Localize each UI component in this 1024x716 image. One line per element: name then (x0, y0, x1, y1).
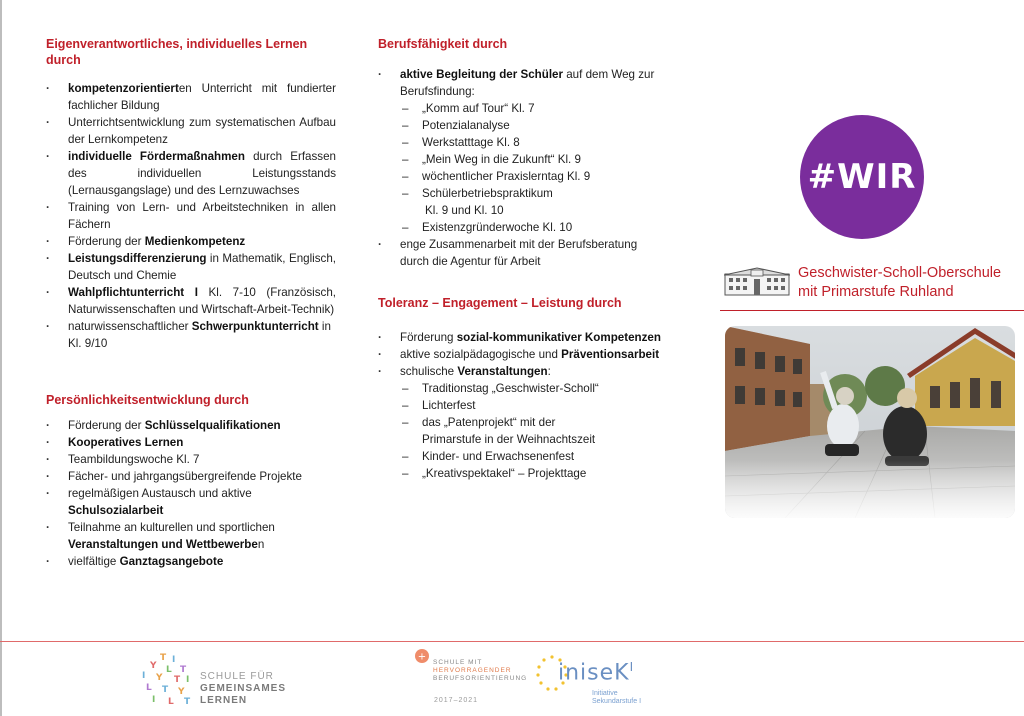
list-item: · Fächer- und jahrgangsübergreifende Projekte (46, 468, 336, 485)
sublist-beruf (378, 100, 668, 236)
sublist-item: – „Kreativspektakel“ – Projekttage (378, 465, 668, 482)
list-item: · Training von Lern- und Arbeitstechniken in allen Fächern (46, 199, 336, 233)
sublist-item: – Potenzialanalyse (378, 117, 668, 134)
inisek-logo (558, 660, 634, 685)
list-item: · kompetenzorientierten Unterricht mit fundierter fachlicher Bildung (46, 80, 336, 114)
footer-divider (0, 641, 1024, 642)
svg-text:T: T (180, 665, 187, 675)
sublist-item: – das „Patenprojekt“ mit der Primarstufe in der Weihnachtszeit (378, 414, 668, 448)
svg-text:I: I (142, 671, 146, 681)
page-edge (0, 0, 2, 716)
logo1-line1: SCHULE FÜR (200, 671, 274, 682)
sublist-item: – „Mein Weg in die Zukunft“ Kl. 9 (378, 151, 668, 168)
inisek-sub-line1: Initiative (592, 690, 618, 697)
sublist-item: – wöchentlicher Praxislerntag Kl. 9 (378, 168, 668, 185)
section-title-beruf: Berufsfähigkeit durch (378, 37, 508, 51)
sublist-item: – Existenzgründerwoche Kl. 10 (378, 219, 668, 236)
svg-text:+: + (417, 651, 427, 663)
list-item: · Förderung sozial-kommunikativer Kompetenzen (378, 329, 668, 346)
list-item: · aktive Begleitung der Schüler auf dem Weg zur Berufsfindung: – „Komm auf Tour“ Kl. 7 – Potenzialanalyse – Werkstatttage Kl. 8 – „Mein Weg in die Zukunft“ Kl. 9 – wöchentlicher Praxislerntag Kl. 9 – Schülerbetriebspraktikum Kl. 9 und Kl. 10 – Existenzgründerwoche Kl. 10 (378, 66, 668, 236)
svg-text:L: L (168, 697, 174, 707)
schoolyard-photo (725, 326, 1015, 518)
list-item: · Kooperatives Lernen (46, 434, 336, 451)
list-item: · Wahlpflichtunterricht I Kl. 7-10 (Französisch, Naturwissenschaften und Wirtschaft-Arbeit-Technik) (46, 284, 336, 318)
list-item: · schulische Veranstaltungen: – Traditionstag „Geschwister-Scholl“ – Lichterfest – das „Patenprojekt“ mit der Primarstufe in der Weihnachtszeit – Kinder- und Erwachsenenfest – „Kreativspektakel“ – Projekttage (378, 363, 668, 482)
sublist-item: – Kinder- und Erwachsenenfest (378, 448, 668, 465)
inisek-superscript: I (629, 660, 635, 674)
logo2-line3: BERUFSORIENTIERUNG (433, 675, 528, 682)
logo1-line3: LERNEN (200, 695, 248, 706)
list-persoenlichkeit (46, 417, 336, 570)
inisek-subtitle (592, 690, 641, 706)
list-item: · Teambildungswoche Kl. 7 (46, 451, 336, 468)
svg-text:Y: Y (178, 687, 185, 697)
school-name (798, 264, 1001, 302)
sublist-item: – Werkstatttage Kl. 8 (378, 134, 668, 151)
gemeinsames-lernen-logo-icon (136, 650, 200, 712)
wir-badge (800, 115, 924, 239)
svg-text:T: T (160, 653, 167, 663)
list-item: · Unterrichtsentwicklung zum systematischen Aufbau der Lernkompetenz (46, 114, 336, 148)
logo2-line2: HERVORRAGENDER (433, 667, 512, 674)
svg-text:L: L (146, 683, 152, 693)
svg-text:I: I (186, 675, 190, 685)
sublist-item: – Schülerbetriebspraktikum Kl. 9 und Kl. 10 (378, 185, 668, 219)
school-building-icon (724, 267, 790, 297)
logo1-line2: GEMEINSAMES (200, 683, 287, 694)
svg-text:Y: Y (156, 673, 163, 683)
list-item: · enge Zusammenarbeit mit der Berufsberatung durch die Agentur für Arbeit (378, 236, 668, 270)
list-item: · individuelle Fördermaßnahmen durch Erfassen des individuellen Leistungsstands (Lernausgangslage) und des Lernzuwachses (46, 148, 336, 199)
list-item: · aktive sozialpädagogische und Präventionsarbeit (378, 346, 668, 363)
inisek-wordmark: iniseK (558, 660, 630, 686)
svg-text:T: T (184, 697, 191, 707)
school-name-line2: mit Primarstufe Ruhland (798, 284, 954, 300)
school-name-line1: Geschwister-Scholl-Oberschule (798, 265, 1002, 281)
sublist-veranstaltungen (378, 380, 668, 482)
svg-text:I: I (152, 695, 156, 705)
list-beruf (378, 66, 668, 270)
list-item: · naturwissenschaftlicher Schwerpunktunterricht in Kl. 9/10 (46, 318, 336, 352)
sublist-item: – Traditionstag „Geschwister-Scholl“ (378, 380, 668, 397)
wir-text: #WIR (807, 157, 917, 197)
list-item: · Förderung der Schlüsselqualifikationen (46, 417, 336, 434)
logo2-years: 2017–2021 (434, 697, 479, 704)
svg-text:T: T (162, 685, 169, 695)
gemeinsames-lernen-logo-text (200, 671, 286, 707)
list-item: · Leistungsdifferenzierung in Mathematik, Englisch, Deutsch und Chemie (46, 250, 336, 284)
list-lernen (46, 80, 336, 352)
sublist-item: – „Komm auf Tour“ Kl. 7 (378, 100, 668, 117)
berufsorientierung-logo-text (433, 659, 527, 683)
section-title-persoenlichkeit: Persönlichkeitsentwicklung durch (46, 393, 249, 407)
list-toleranz (378, 329, 668, 482)
school-header (724, 262, 1024, 304)
section-title-lernen: Eigenverantwortliches, individuelles Lernen durch (46, 37, 308, 67)
logo2-line1: SCHULE MIT (433, 659, 483, 666)
list-item: · Förderung der Medienkompetenz (46, 233, 336, 250)
divider-red (720, 310, 1024, 311)
svg-text:T: T (174, 675, 181, 685)
list-item: · vielfältige Ganztagsangebote (46, 553, 336, 570)
column-3 (720, 0, 1024, 640)
berufsorientierung-badge-icon (414, 648, 430, 664)
photo-illustration (725, 326, 1015, 518)
sublist-item: – Lichterfest (378, 397, 668, 414)
svg-text:I: I (172, 655, 176, 665)
list-item: · Teilnahme an kulturellen und sportlichen Veranstaltungen und Wettbewerben (46, 519, 336, 553)
inisek-sub-line2: Sekundarstufe I (592, 698, 642, 705)
svg-text:Y: Y (150, 661, 157, 671)
section-title-toleranz: Toleranz – Engagement – Leistung durch (378, 296, 622, 310)
svg-text:L: L (166, 665, 172, 675)
list-item: · regelmäßigen Austausch und aktive Schulsozialarbeit (46, 485, 336, 519)
